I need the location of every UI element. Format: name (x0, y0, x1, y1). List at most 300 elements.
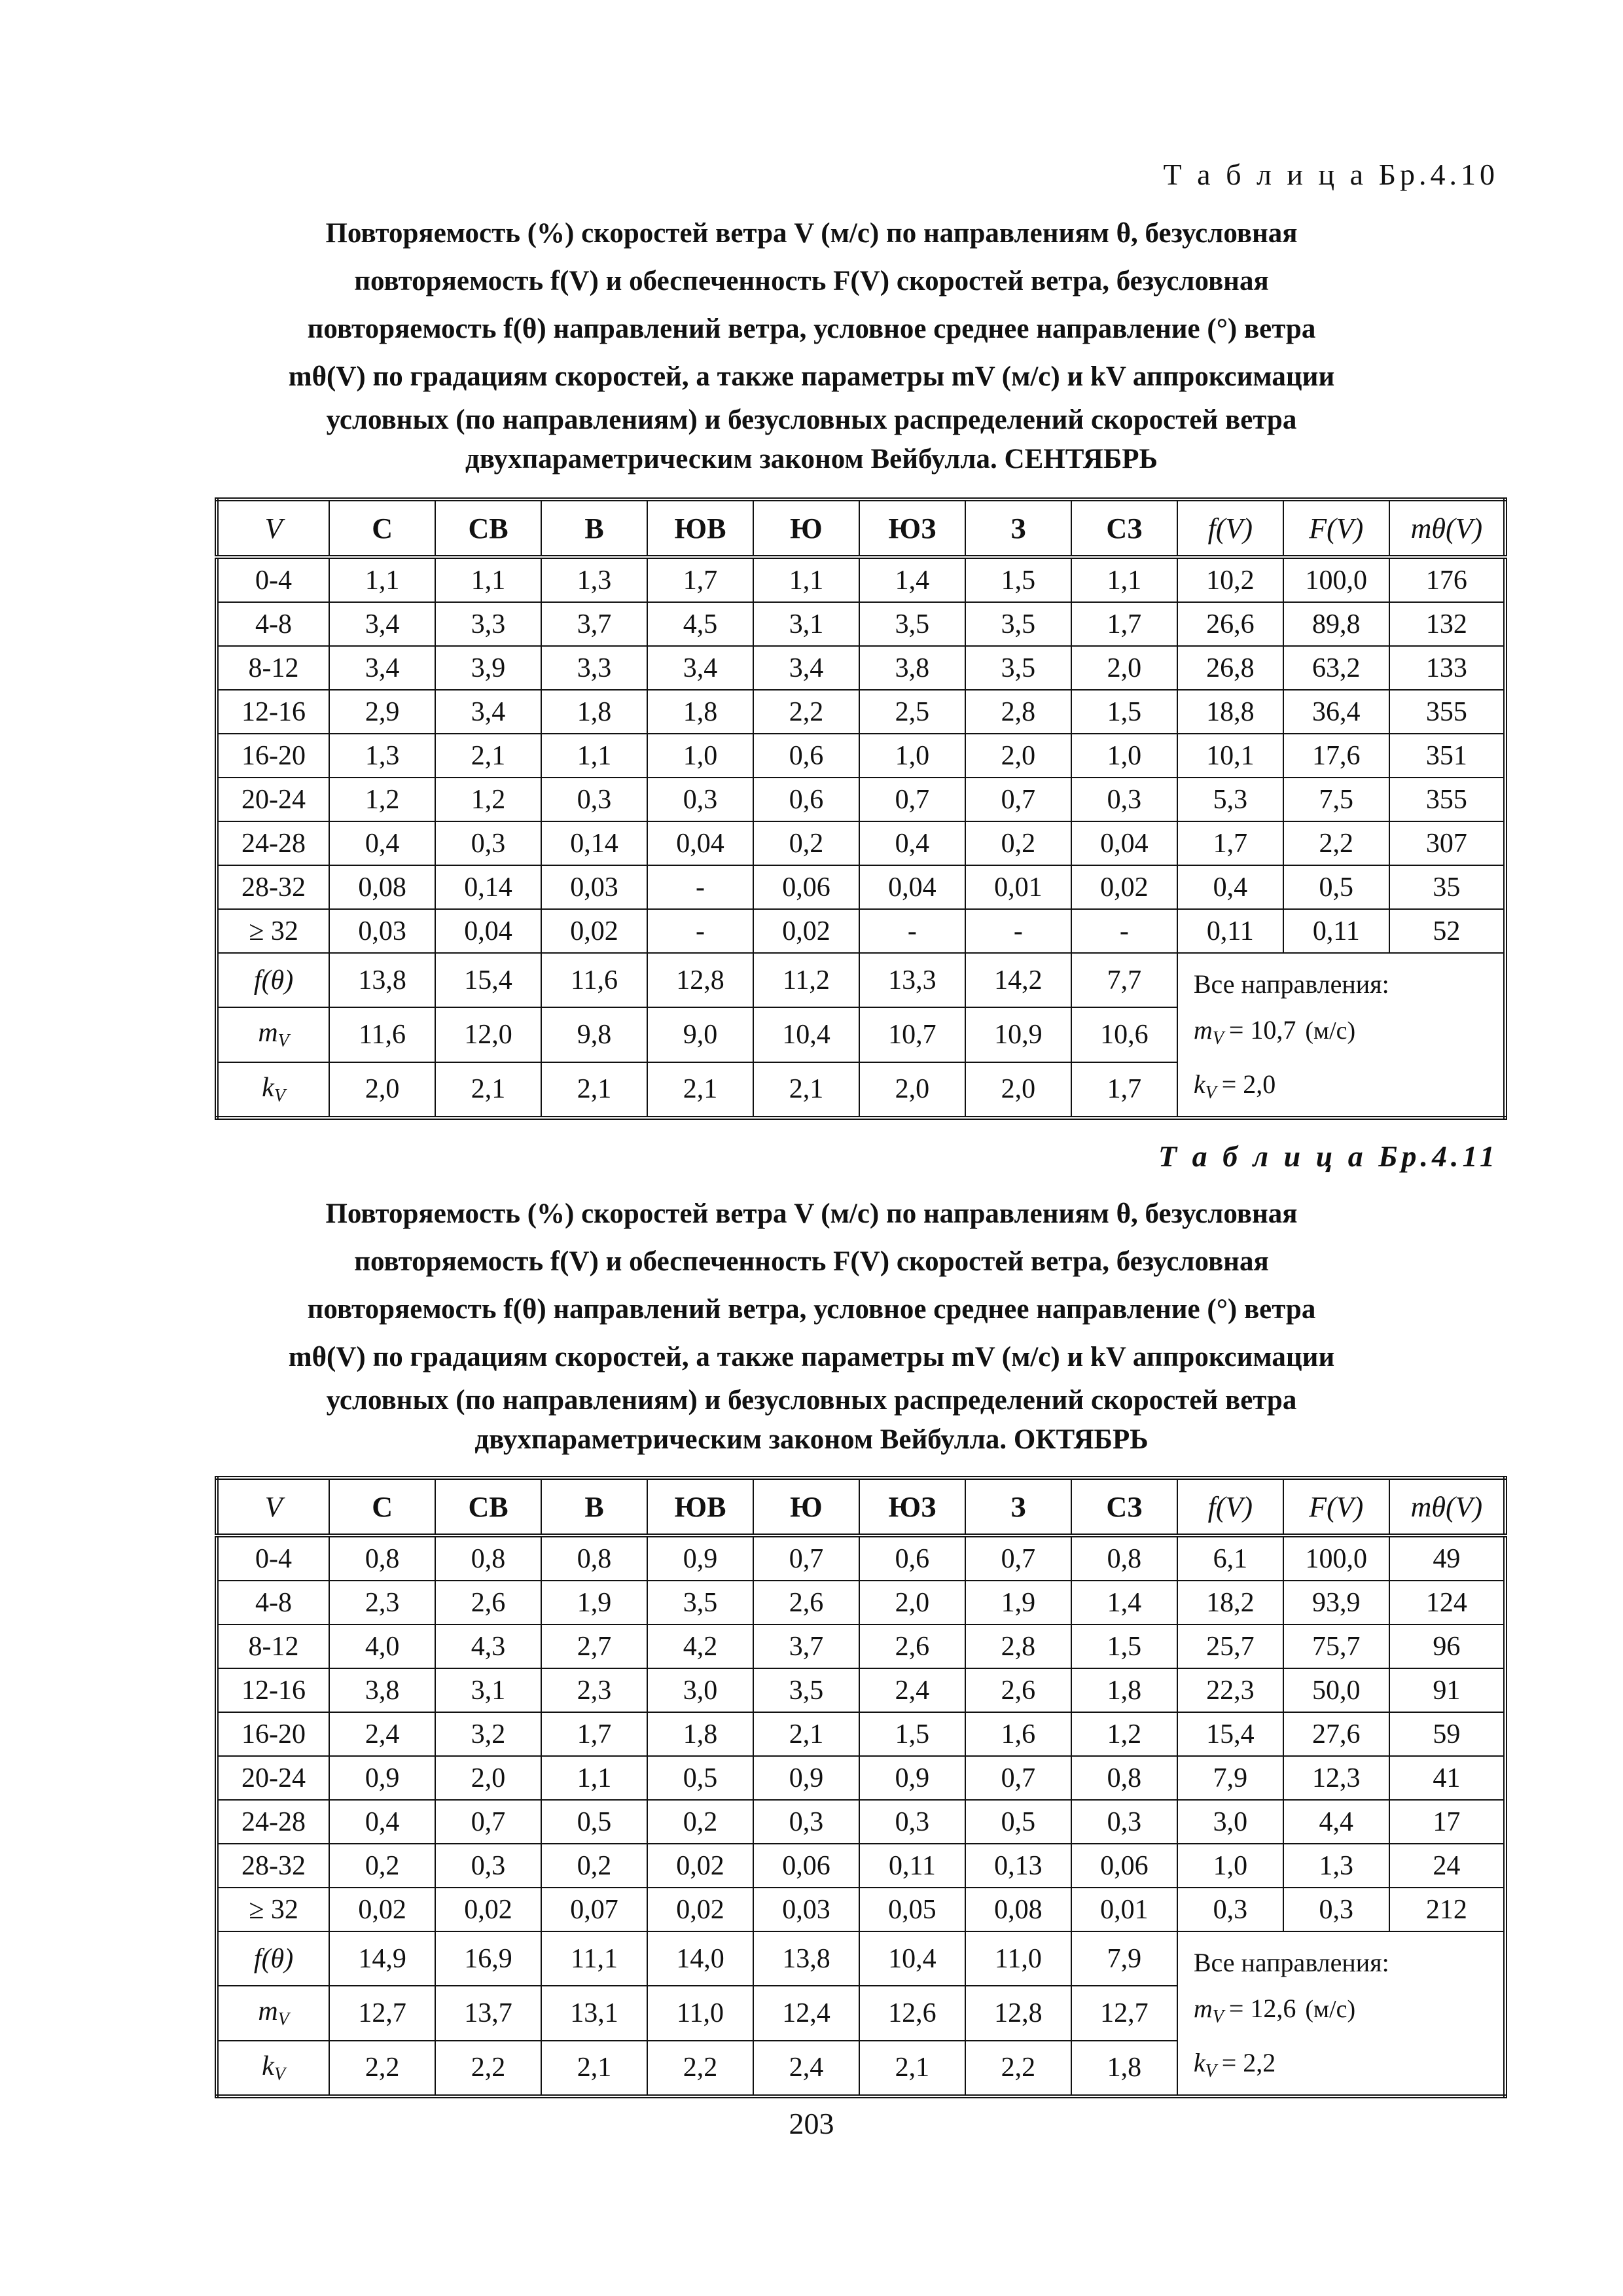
table-cell: 3,3 (435, 602, 541, 646)
table-cell: 0,02 (435, 1888, 541, 1931)
table-cell: 0,05 (859, 1888, 965, 1931)
column-header: СВ (435, 1478, 541, 1535)
f-theta-label (217, 953, 329, 1007)
table-cell: 16-20 (217, 1712, 329, 1756)
table-cell: 3,8 (859, 646, 965, 690)
table-cell: 0,11 (1177, 909, 1283, 953)
table-cell: 212 (1389, 1888, 1505, 1931)
table-cell: 1,8 (1071, 1668, 1177, 1712)
table-cell: 0,2 (753, 821, 859, 865)
table-cell: 0,6 (859, 1535, 965, 1581)
table-cell: 0,3 (435, 821, 541, 865)
f-theta-row (217, 1931, 1505, 1986)
table-cell: - (859, 909, 965, 953)
table-cell: 28-32 (217, 1844, 329, 1888)
column-header: СЗ (1071, 499, 1177, 557)
table-cell: 10,2 (1177, 557, 1283, 602)
table-cell: 0,02 (647, 1844, 753, 1888)
table-cell: 91 (1389, 1668, 1505, 1712)
caption-line: Повторяемость (%) скоростей ветра V (м/с) по направлениям θ, безусловная (325, 218, 1298, 249)
kv-symbol: k (1193, 2048, 1205, 2077)
table-cell: 1,5 (1071, 1624, 1177, 1668)
column-header: В (541, 1478, 647, 1535)
table-cell: 13,7 (435, 1986, 541, 2040)
table-cell: 2,1 (435, 1062, 541, 1119)
table-cell: 50,0 (1283, 1668, 1389, 1712)
table-cell: 15,4 (1177, 1712, 1283, 1756)
all-kv-value: = 2,0 (1221, 1069, 1276, 1099)
table-cell: 2,1 (541, 1062, 647, 1119)
table-cell: 12,4 (753, 1986, 859, 2040)
f-theta-row (217, 953, 1505, 1007)
table-cell: 3,9 (435, 646, 541, 690)
table-cell: 176 (1389, 557, 1505, 602)
table-row (217, 865, 1505, 909)
table-row (217, 602, 1505, 646)
table-cell: 24 (1389, 1844, 1505, 1888)
caption-line: условных (по направлениям) и безусловных распределений скоростей ветра (326, 404, 1297, 435)
table-cell: 0,03 (541, 865, 647, 909)
table-cell: 89,8 (1283, 602, 1389, 646)
table-row (217, 1888, 1505, 1931)
subscript: V (277, 1031, 289, 1052)
table-cell: 2,0 (435, 1756, 541, 1800)
table-cell: 10,4 (753, 1007, 859, 1062)
table-cell: 1,1 (541, 734, 647, 778)
all-mv-unit: (м/с) (1305, 1996, 1356, 2023)
table-cell: 0,9 (753, 1756, 859, 1800)
table-cell: 2,1 (541, 2041, 647, 2097)
table-cell: 0,8 (329, 1535, 435, 1581)
column-header: СВ (435, 499, 541, 557)
table-cell: 2,8 (965, 690, 1071, 734)
table-cell: 10,1 (1177, 734, 1283, 778)
table-cell: ≥ 32 (217, 909, 329, 953)
all-kv-line (1194, 1062, 1503, 1116)
table-cell: 100,0 (1283, 1535, 1389, 1581)
table-cell: 1,7 (1071, 1062, 1177, 1119)
table-cell: 3,7 (541, 602, 647, 646)
m-v-label (217, 1007, 329, 1062)
table-cell: 3,1 (435, 1668, 541, 1712)
all-directions-cell (1177, 1931, 1505, 2096)
table-cell: 7,7 (1071, 953, 1177, 1007)
table-cell: 2,9 (329, 690, 435, 734)
table-cell: 12,7 (329, 1986, 435, 2040)
table-cell: 12,6 (859, 1986, 965, 2040)
column-header: f(V) (1177, 499, 1283, 557)
all-mv-line (1194, 1007, 1503, 1062)
table-cell: 1,5 (965, 557, 1071, 602)
table-cell: 1,0 (1177, 1844, 1283, 1888)
table-cell: 4-8 (217, 1581, 329, 1624)
table-cell: 2,7 (541, 1624, 647, 1668)
table-cell: 0,02 (329, 1888, 435, 1931)
table-cell: 0,01 (1071, 1888, 1177, 1931)
subscript: V (1205, 2061, 1217, 2081)
table-cell: 8-12 (217, 1624, 329, 1668)
column-header: СЗ (1071, 1478, 1177, 1535)
caption-line: условных (по направлениям) и безусловных распределений скоростей ветра (326, 1385, 1297, 1416)
subscript: V (274, 1085, 285, 1106)
table-row (217, 1844, 1505, 1888)
table-cell: 1,9 (541, 1581, 647, 1624)
column-header: З (965, 1478, 1071, 1535)
table-cell: 2,0 (329, 1062, 435, 1119)
column-header: F(V) (1283, 499, 1389, 557)
table-cell: 1,1 (435, 557, 541, 602)
table-cell: 0,4 (1177, 865, 1283, 909)
table-cell: 2,6 (753, 1581, 859, 1624)
table-cell: 5,3 (1177, 778, 1283, 821)
subscript: V (1212, 2007, 1224, 2027)
table-cell: 11,6 (329, 1007, 435, 1062)
table-caption (196, 209, 1427, 479)
table-cell: 1,7 (1177, 821, 1283, 865)
k-v-label (217, 2041, 329, 2097)
table-cell: 0,5 (541, 1800, 647, 1844)
table-cell: 93,9 (1283, 1581, 1389, 1624)
table-cell: 7,5 (1283, 778, 1389, 821)
table-cell: 2,6 (859, 1624, 965, 1668)
column-header: З (965, 499, 1071, 557)
table-cell: 0,02 (541, 909, 647, 953)
all-directions-label: Все направления: (1193, 969, 1389, 999)
table-cell: 10,6 (1071, 1007, 1177, 1062)
table-cell: 26,8 (1177, 646, 1283, 690)
table-row (217, 1756, 1505, 1800)
column-header: Ю (753, 499, 859, 557)
table-cell: 0,2 (647, 1800, 753, 1844)
table-cell: 4-8 (217, 602, 329, 646)
table-cell: 0,2 (329, 1844, 435, 1888)
table-row (217, 1800, 1505, 1844)
table-cell: 0,04 (647, 821, 753, 865)
subscript: V (1205, 1083, 1217, 1103)
table-cell: ≥ 32 (217, 1888, 329, 1931)
table-cell: 2,0 (1071, 646, 1177, 690)
table-cell: 28-32 (217, 865, 329, 909)
row-label-text: f(θ) (253, 965, 294, 996)
table-cell: 2,4 (753, 2041, 859, 2097)
table-row (217, 778, 1505, 821)
table-cell: 0,04 (1071, 821, 1177, 865)
table-cell: 4,4 (1283, 1800, 1389, 1844)
table-cell: 1,3 (541, 557, 647, 602)
table-cell: 0,3 (1071, 778, 1177, 821)
table-cell: 124 (1389, 1581, 1505, 1624)
table-cell: 3,5 (965, 602, 1071, 646)
column-header: В (541, 499, 647, 557)
table-cell: 12,8 (965, 1986, 1071, 2040)
row-label-text: k (262, 2051, 274, 2081)
table-cell: 0,04 (435, 909, 541, 953)
table-cell: 3,4 (753, 646, 859, 690)
table-cell: 2,8 (965, 1624, 1071, 1668)
table-cell: 2,0 (859, 1581, 965, 1624)
table-cell: 0,3 (647, 778, 753, 821)
table-cell: 1,3 (1283, 1844, 1389, 1888)
table-cell: 0,7 (859, 778, 965, 821)
table-row (217, 1535, 1505, 1581)
table-cell: 2,2 (647, 2041, 753, 2097)
table-row (217, 1712, 1505, 1756)
table-cell: 0,01 (965, 865, 1071, 909)
table-cell: 0,08 (965, 1888, 1071, 1931)
table-cell: 0,8 (435, 1535, 541, 1581)
column-header: mθ(V) (1389, 1478, 1505, 1535)
caption-line: двухпараметрическим законом Вейбулла. СЕНТЯБРЬ (465, 444, 1158, 475)
table-cell: 10,7 (859, 1007, 965, 1062)
table-cell: 0-4 (217, 1535, 329, 1581)
table-cell: 1,0 (647, 734, 753, 778)
table-cell: 12,8 (647, 953, 753, 1007)
table-row (217, 646, 1505, 690)
table-cell: 10,9 (965, 1007, 1071, 1062)
table-cell: 41 (1389, 1756, 1505, 1800)
table-cell: 1,2 (329, 778, 435, 821)
table-cell: 0,7 (965, 1535, 1071, 1581)
table-cell: 0,03 (753, 1888, 859, 1931)
table-cell: 2,3 (329, 1581, 435, 1624)
table-cell: 3,5 (753, 1668, 859, 1712)
table-cell: 0,9 (859, 1756, 965, 1800)
table-cell: 1,5 (859, 1712, 965, 1756)
table-cell: 1,4 (1071, 1581, 1177, 1624)
wind-speed-table (215, 1476, 1507, 2098)
table-cell: 0,4 (859, 821, 965, 865)
caption-line: повторяемость f(V) и обеспеченность F(V) скоростей ветра, безусловная (354, 266, 1269, 296)
table-cell: 0,3 (1177, 1888, 1283, 1931)
table-cell: 2,3 (541, 1668, 647, 1712)
table-cell: 1,1 (541, 1756, 647, 1800)
table-cell: 2,2 (435, 2041, 541, 2097)
column-header: V (217, 499, 329, 557)
table-cell: 2,0 (859, 1062, 965, 1119)
table-cell: 8-12 (217, 646, 329, 690)
table-row (217, 1668, 1505, 1712)
table-cell: 0,8 (1071, 1756, 1177, 1800)
table-cell: 0,9 (647, 1535, 753, 1581)
table-cell: 1,8 (1071, 2041, 1177, 2097)
table-cell: 0,11 (1283, 909, 1389, 953)
table-cell: 24-28 (217, 821, 329, 865)
table-cell: 26,6 (1177, 602, 1283, 646)
table-cell: 7,9 (1071, 1931, 1177, 1986)
table-cell: 0,06 (753, 1844, 859, 1888)
table-cell: 1,4 (859, 557, 965, 602)
table-cell: 1,1 (753, 557, 859, 602)
table-cell: 1,5 (1071, 690, 1177, 734)
table-cell: 3,5 (647, 1581, 753, 1624)
table-cell: 3,1 (753, 602, 859, 646)
table-cell: 14,0 (647, 1931, 753, 1986)
table-cell: 13,8 (329, 953, 435, 1007)
table-cell: 0,08 (329, 865, 435, 909)
table-cell: 0,3 (435, 1844, 541, 1888)
table-cell: 0,6 (753, 734, 859, 778)
table-cell: 2,5 (859, 690, 965, 734)
table-label: Т а б л и ц а Бр.4.10 (1163, 158, 1499, 191)
table-cell: 3,0 (1177, 1800, 1283, 1844)
f-theta-label (217, 1931, 329, 1986)
table-cell: 13,1 (541, 1986, 647, 2040)
table-cell: 18,8 (1177, 690, 1283, 734)
table-cell: 2,4 (859, 1668, 965, 1712)
subscript: V (1212, 1028, 1224, 1049)
column-header: ЮВ (647, 1478, 753, 1535)
table-cell: 0,3 (541, 778, 647, 821)
table-cell: 2,2 (329, 2041, 435, 2097)
table-cell: 133 (1389, 646, 1505, 690)
row-label-text: f(θ) (253, 1943, 294, 1974)
table-cell: 355 (1389, 690, 1505, 734)
table-row (217, 1581, 1505, 1624)
table-cell: 7,9 (1177, 1756, 1283, 1800)
table-cell: 3,4 (435, 690, 541, 734)
table-cell: 0,02 (647, 1888, 753, 1931)
table-cell: 0,9 (329, 1756, 435, 1800)
table-cell: 355 (1389, 778, 1505, 821)
table-cell: 16,9 (435, 1931, 541, 1986)
table-cell: 6,1 (1177, 1535, 1283, 1581)
table-cell: 0,7 (965, 1756, 1071, 1800)
table-row (217, 909, 1505, 953)
table-cell: 3,0 (647, 1668, 753, 1712)
table-cell: 0,3 (1071, 1800, 1177, 1844)
mv-symbol: m (1193, 1015, 1213, 1045)
table-row (217, 1624, 1505, 1668)
column-header: Ю (753, 1478, 859, 1535)
table-cell: 0,02 (1071, 865, 1177, 909)
all-mv-value: = 12,6 (1228, 1994, 1296, 2023)
table-cell: 0,5 (965, 1800, 1071, 1844)
table-cell: 0-4 (217, 557, 329, 602)
caption-line: mθ(V) по градациям скоростей, а также параметры mV (м/с) и kV аппроксимации (288, 1342, 1335, 1372)
table-cell: 0,3 (1283, 1888, 1389, 1931)
all-kv-value: = 2,2 (1221, 2048, 1276, 2077)
wind-speed-table (215, 497, 1507, 1120)
table-cell: 0,3 (753, 1800, 859, 1844)
table-cell: 17 (1389, 1800, 1505, 1844)
table-cell: 1,2 (435, 778, 541, 821)
table-cell: 63,2 (1283, 646, 1389, 690)
table-cell: 1,8 (541, 690, 647, 734)
table-cell: 1,3 (329, 734, 435, 778)
table-cell: 52 (1389, 909, 1505, 953)
table-cell: 1,0 (1071, 734, 1177, 778)
table-cell: 307 (1389, 821, 1505, 865)
table-cell: - (1071, 909, 1177, 953)
table-cell: 0,04 (859, 865, 965, 909)
table-cell: 3,7 (753, 1624, 859, 1668)
caption-line: mθ(V) по градациям скоростей, а также параметры mV (м/с) и kV аппроксимации (288, 361, 1335, 392)
table-cell: 1,7 (541, 1712, 647, 1756)
table-cell: 0,5 (647, 1756, 753, 1800)
table-cell: 2,1 (859, 2041, 965, 2097)
table-cell: 2,2 (1283, 821, 1389, 865)
all-mv-unit: (м/с) (1305, 1017, 1356, 1045)
table-cell: 0,8 (541, 1535, 647, 1581)
table-cell: 2,1 (435, 734, 541, 778)
table-cell: 0,14 (435, 865, 541, 909)
table-cell: 1,1 (329, 557, 435, 602)
table-cell: 16-20 (217, 734, 329, 778)
table-cell: 0,6 (753, 778, 859, 821)
table-cell: 0,03 (329, 909, 435, 953)
table-cell: 1,2 (1071, 1712, 1177, 1756)
table-caption (196, 1190, 1427, 1460)
table-cell: 0,11 (859, 1844, 965, 1888)
table-cell: 2,6 (965, 1668, 1071, 1712)
table-cell: 49 (1389, 1535, 1505, 1581)
table-cell: - (965, 909, 1071, 953)
table-cell: 3,8 (329, 1668, 435, 1712)
table-cell: 0,06 (753, 865, 859, 909)
table-cell: 4,3 (435, 1624, 541, 1668)
table-cell: 24-28 (217, 1800, 329, 1844)
all-directions-cell (1177, 953, 1505, 1118)
table-cell: 2,1 (647, 1062, 753, 1119)
table-row (217, 821, 1505, 865)
table-cell: 12,7 (1071, 1986, 1177, 2040)
table-cell: 11,1 (541, 1931, 647, 1986)
table-cell: 0,3 (859, 1800, 965, 1844)
caption-line: повторяемость f(θ) направлений ветра, условное среднее направление (°) ветра (307, 1294, 1316, 1325)
table-cell: 0,14 (541, 821, 647, 865)
header-row (217, 499, 1505, 557)
column-header: С (329, 499, 435, 557)
table-cell: 0,13 (965, 1844, 1071, 1888)
column-header: ЮЗ (859, 1478, 965, 1535)
table-cell: 3,4 (329, 602, 435, 646)
m-v-label (217, 1986, 329, 2040)
table-cell: 4,0 (329, 1624, 435, 1668)
table-cell: 0,2 (541, 1844, 647, 1888)
column-header: mθ(V) (1389, 499, 1505, 557)
table-cell: 0,7 (753, 1535, 859, 1581)
table-cell: 36,4 (1283, 690, 1389, 734)
table-cell: 35 (1389, 865, 1505, 909)
table-cell: 11,0 (647, 1986, 753, 2040)
table-cell: 3,4 (329, 646, 435, 690)
table-cell: - (647, 865, 753, 909)
caption-line: повторяемость f(V) и обеспеченность F(V) скоростей ветра, безусловная (354, 1246, 1269, 1277)
table-cell: 0,7 (435, 1800, 541, 1844)
table-cell: 9,8 (541, 1007, 647, 1062)
table-cell: - (647, 909, 753, 953)
table-cell: 1,6 (965, 1712, 1071, 1756)
table-label: Т а б л и ц а Бр.4.11 (1158, 1139, 1499, 1173)
table-cell: 4,2 (647, 1624, 753, 1668)
column-header: ЮВ (647, 499, 753, 557)
table-cell: 25,7 (1177, 1624, 1283, 1668)
table-cell: 10,4 (859, 1931, 965, 1986)
page-number: 203 (789, 2107, 834, 2140)
table-cell: 351 (1389, 734, 1505, 778)
table-cell: 2,2 (753, 690, 859, 734)
table-cell: 12,3 (1283, 1756, 1389, 1800)
caption-line: Повторяемость (%) скоростей ветра V (м/с) по направлениям θ, безусловная (325, 1198, 1298, 1229)
table-cell: 75,7 (1283, 1624, 1389, 1668)
table-cell: 2,1 (753, 1712, 859, 1756)
table-cell: 1,8 (647, 1712, 753, 1756)
column-header: F(V) (1283, 1478, 1389, 1535)
table-cell: 12-16 (217, 1668, 329, 1712)
table-cell: 3,3 (541, 646, 647, 690)
table-cell: 1,1 (1071, 557, 1177, 602)
table-cell: 96 (1389, 1624, 1505, 1668)
